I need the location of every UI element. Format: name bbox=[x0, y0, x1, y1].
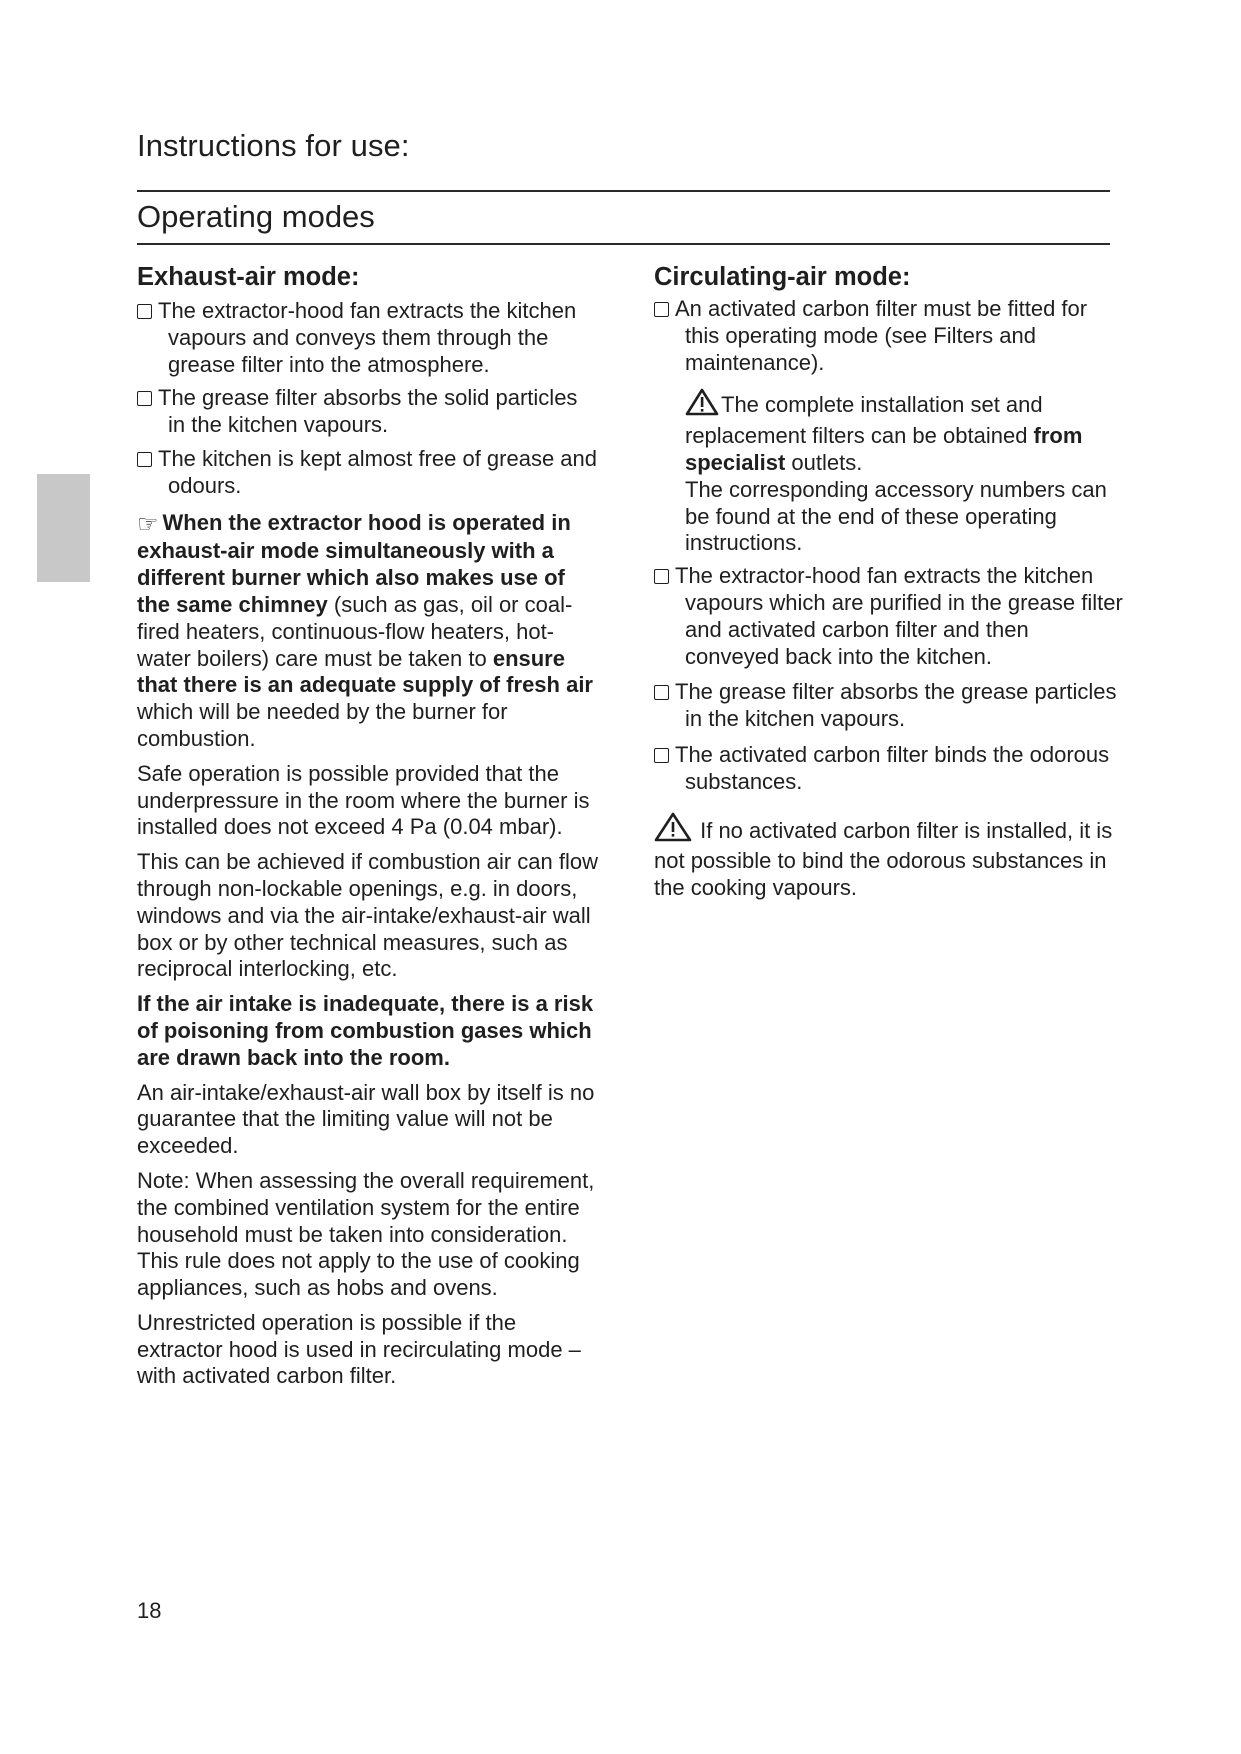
list-item: The extractor-hood fan extracts the kitchen vapours and conveys them through the grease filter into the atmosphere. bbox=[137, 298, 599, 378]
warning-triangle-icon bbox=[654, 812, 692, 849]
checkbox-bullet-icon bbox=[137, 452, 152, 467]
installation-set-warning: The complete installation set and replacement filters can be obtained from specialist outlets. The corresponding accessory numbers can be found at the end of these operating instructions. bbox=[654, 388, 1124, 557]
section-rule bbox=[137, 243, 1110, 245]
section-title: Operating modes bbox=[137, 199, 375, 234]
checkbox-bullet-icon bbox=[137, 304, 152, 319]
unrestricted-operation-paragraph: Unrestricted operation is possible if the extractor hood is used in recirculating mode – with activated carbon filter. bbox=[137, 1309, 581, 1389]
right-column bbox=[654, 262, 1124, 910]
combustion-air-paragraph: This can be achieved if combustion air can flow through non-lockable openings, e.g. in doors, windows and via the air-intake/exhaust-air wall box or by other technical measures, such as reciprocal interlocking, etc. bbox=[137, 849, 599, 982]
no-carbon-filter-warning: If no activated carbon filter is installed, it is not possible to bind the odorous substances in the cooking vapours. bbox=[654, 812, 1124, 902]
pointing-hand-icon: ☞ bbox=[137, 510, 159, 538]
note-paragraph: Note: When assessing the overall requirement, the combined ventilation system for the entire household must be taken into consideration. This rule does not apply to the use of cooking appliances, such as hobs and ovens. bbox=[137, 1167, 595, 1301]
chimney-note: ☞ When the extractor hood is operated in exhaust-air mode simultaneously with a different burner which also makes use of the same chimney (such as gas, oil or coal-fired heaters, continuous-flow heaters, hot-water boilers) care must be taken to ensure that there is an adequate supply of fresh air which will be needed by the burner for combustion. bbox=[137, 509, 593, 751]
safe-operation-paragraph: Safe operation is possible provided that the underpressure in the room where the burner is installed does not exceed 4 Pa (0.04 mbar). bbox=[137, 760, 590, 840]
accessory-numbers-text: The corresponding accessory numbers can be found at the end of these operating instructions. bbox=[685, 476, 1107, 556]
circulating-air-heading: Circulating-air mode: bbox=[654, 263, 911, 291]
document-header-title: Instructions for use: bbox=[137, 128, 410, 163]
checkbox-bullet-icon bbox=[137, 391, 152, 406]
left-column bbox=[137, 262, 599, 1398]
checkbox-bullet-icon bbox=[654, 685, 669, 700]
wall-box-paragraph: An air-intake/exhaust-air wall box by itself is no guarantee that the limiting value will not be exceeded. bbox=[137, 1079, 595, 1159]
list-item: The grease filter absorbs the grease particles in the kitchen vapours. bbox=[654, 679, 1124, 733]
checkbox-bullet-icon bbox=[654, 302, 669, 317]
list-item: The activated carbon filter binds the odorous substances. bbox=[654, 742, 1124, 796]
list-item: The grease filter absorbs the solid particles in the kitchen vapours. bbox=[137, 385, 599, 439]
checkbox-bullet-icon bbox=[654, 748, 669, 763]
page-number: 18 bbox=[137, 1598, 162, 1623]
side-tab-marker bbox=[37, 474, 90, 582]
warning-triangle-icon bbox=[685, 388, 719, 423]
list-item: An activated carbon filter must be fitted for this operating mode (see Filters and maintenance). bbox=[654, 296, 1124, 376]
top-rule bbox=[137, 190, 1110, 192]
poisoning-risk-paragraph: If the air intake is inadequate, there is a risk of poisoning from combustion gases which are drawn back into the room. bbox=[137, 991, 594, 1070]
list-item: The kitchen is kept almost free of grease and odours. bbox=[137, 446, 599, 500]
checkbox-bullet-icon bbox=[654, 569, 669, 584]
exhaust-air-heading: Exhaust-air mode: bbox=[137, 263, 360, 291]
list-item: The extractor-hood fan extracts the kitchen vapours which are purified in the grease filter and activated carbon filter and then conveyed back into the kitchen. bbox=[654, 563, 1124, 670]
